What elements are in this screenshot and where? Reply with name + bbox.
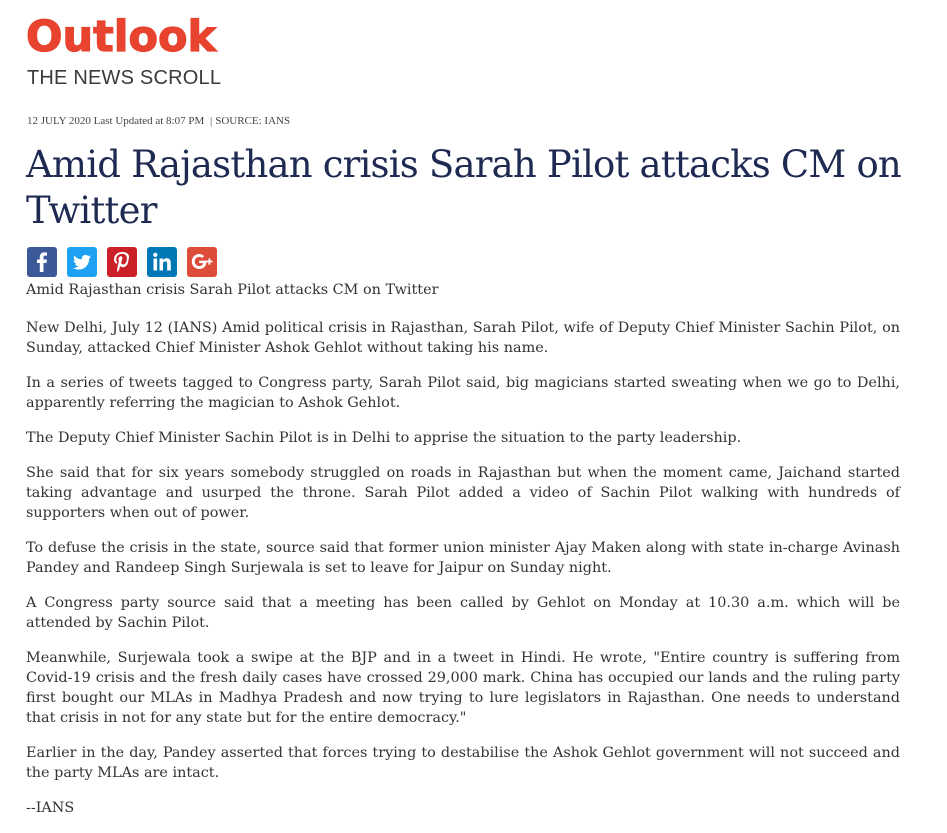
headline: Amid Rajasthan crisis Sarah Pilot attacks CM on Twitter (26, 143, 901, 232)
last-updated: Last Updated at 8:07 PM (93, 115, 205, 127)
paragraph: The Deputy Chief Minister Sachin Pilot is in Delhi to apprise the situation to the party leadership. (26, 430, 742, 446)
google-plus-icon (187, 247, 217, 277)
paragraph: Meanwhile, Surjewala took a swipe at the BJP and in a tweet in Hindi. He wrote, "Entire country is suffering from Covid-19 crisis and the fresh daily cases have crossed 29,000 mark. China has occupied our lands and the ruling party first bought our MLAs in Madhya Pradesh and now trying to lure legislators in Rajasthan. One needs to understand that crisis in not for any state but for the entire democracy." (26, 650, 900, 726)
meta-separator: | (210, 115, 213, 127)
paragraph: A Congress party source said that a meeting has been called by Gehlot on Monday at 10.30 a.m. which will be attended by Sachin Pilot. (26, 595, 900, 631)
outlook-logo[interactable]: Outlook (26, 12, 217, 62)
twitter-icon (67, 247, 97, 277)
facebook-icon (27, 247, 57, 277)
share-facebook-button[interactable] (27, 247, 57, 277)
linkedin-icon (147, 247, 177, 277)
paragraph: She said that for six years somebody struggled on roads in Rajasthan but when the moment came, Jaichand started taking advantage and usurped the throne. Sarah Pilot added a video of Sachin Pilot walking with hundreds of supporters when out of power. (26, 465, 900, 521)
article-body (26, 280, 900, 833)
share-linkedin-button[interactable] (147, 247, 177, 277)
publish-date: 12 JULY 2020 (27, 115, 91, 127)
article-summary: Amid Rajasthan crisis Sarah Pilot attacks CM on Twitter (26, 282, 439, 298)
share-bar (27, 247, 217, 277)
paragraph: To defuse the crisis in the state, source said that former union minister Ajay Maken along with state in-charge Avinash Pandey and Randeep Singh Surjewala is set to leave for Jaipur on Sunday night. (26, 540, 900, 576)
share-pinterest-button[interactable] (107, 247, 137, 277)
paragraph: Earlier in the day, Pandey asserted that forces trying to destabilise the Ashok Gehlot government will not succeed and the party MLAs are intact. (26, 745, 900, 781)
byline: --IANS (26, 800, 75, 816)
paragraph: In a series of tweets tagged to Congress party, Sarah Pilot said, big magicians started sweating when we go to Delhi, apparently referring the magician to Ashok Gehlot. (26, 375, 900, 411)
section-title: THE NEWS SCROLL (27, 67, 222, 89)
source-label: SOURCE: IANS (215, 115, 291, 127)
article-meta (27, 114, 290, 128)
share-twitter-button[interactable] (67, 247, 97, 277)
pinterest-icon (107, 247, 137, 277)
share-google-plus-button[interactable] (187, 247, 217, 277)
paragraph: New Delhi, July 12 (IANS) Amid political crisis in Rajasthan, Sarah Pilot, wife of Deputy Chief Minister Sachin Pilot, on Sunday, attacked Chief Minister Ashok Gehlot without taking his name. (26, 320, 900, 356)
